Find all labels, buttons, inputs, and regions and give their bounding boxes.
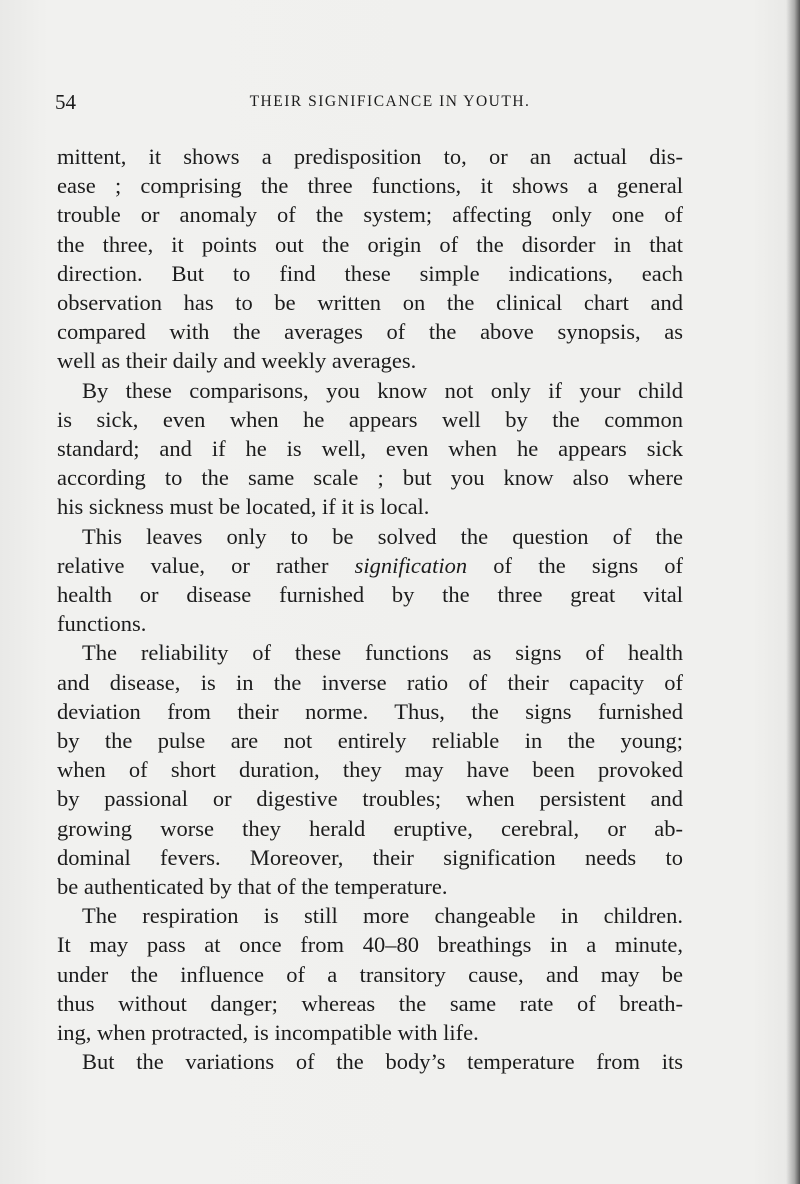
text-line: mittent, it shows a predisposition to, or an actual dis- <box>57 144 683 169</box>
text-line: is sick, even when he appears well by the common <box>57 406 683 432</box>
text-line: compared with the averages of the above synopsis, as <box>57 319 683 345</box>
text-line: well as their daily and weekly averages. <box>57 348 417 374</box>
text-line: health or disease furnished by the three great vital <box>57 582 683 608</box>
text-line: under the influence of a transitory cause, and may be <box>57 961 683 987</box>
text-line: The reliability of these functions as signs of health <box>82 640 683 666</box>
paragraph <box>57 142 683 376</box>
text-line: standard; and if he is well, even when he appears sick <box>57 436 683 462</box>
paragraph <box>57 1047 683 1076</box>
text-line: ing, when protracted, is incompatible with life. <box>57 1020 479 1046</box>
paragraph <box>57 901 683 1047</box>
text-line: the three, it points out the origin of the disorder in that <box>57 231 683 257</box>
text-line: deviation from their norme. Thus, the signs furnished <box>57 698 683 724</box>
text-fragment: relative value, or rather <box>57 552 329 578</box>
paragraph <box>57 638 683 901</box>
text-line: But the variations of the body’s temperature from its <box>82 1049 683 1075</box>
page-number: 54 <box>55 90 76 114</box>
text-line: observation has to be written on the clinical chart and <box>57 290 683 316</box>
page-header <box>55 90 685 120</box>
text-fragment: of the signs of <box>467 552 683 578</box>
text-line: by the pulse are not entirely reliable in the young; <box>57 728 683 754</box>
text-line: trouble or anomaly of the system; affecting only one of <box>57 202 683 228</box>
text-line: be authenticated by that of the temperature. <box>57 874 448 900</box>
text-line: by passional or digestive troubles; when persistent and <box>57 786 683 812</box>
text-line: dominal fevers. Moreover, their signification needs to <box>57 844 683 870</box>
text-line: This leaves only to be solved the question of the <box>82 523 683 549</box>
text-line: By these comparisons, you know not only if your child <box>82 377 683 403</box>
text-line: according to the same scale ; but you know also where <box>57 465 683 491</box>
text-line: ease ; comprising the three functions, it shows a general <box>57 173 683 199</box>
paragraph <box>57 522 683 639</box>
text-line: and disease, is in the inverse ratio of their capacity of <box>57 669 683 695</box>
text-line: thus without danger; whereas the same rate of breath- <box>57 990 683 1016</box>
text-line: growing worse they herald eruptive, cerebral, or ab- <box>57 815 683 841</box>
italic-term: signification <box>354 552 468 578</box>
text-line <box>57 551 683 580</box>
paragraph <box>57 376 683 522</box>
text-line: his sickness must be located, if it is local. <box>57 494 430 520</box>
text-line: functions. <box>57 611 147 637</box>
text-line: direction. But to find these simple indications, each <box>57 260 683 286</box>
text-line: It may pass at once from 40–80 breathings in a minute, <box>57 932 683 958</box>
text-line: when of short duration, they may have been provoked <box>57 757 683 783</box>
page-edge-shadow <box>786 0 800 1184</box>
running-head: THEIR SIGNIFICANCE IN YOUTH. <box>249 93 531 110</box>
text-line: The respiration is still more changeable in children. <box>82 903 683 929</box>
body-text <box>57 142 683 1077</box>
